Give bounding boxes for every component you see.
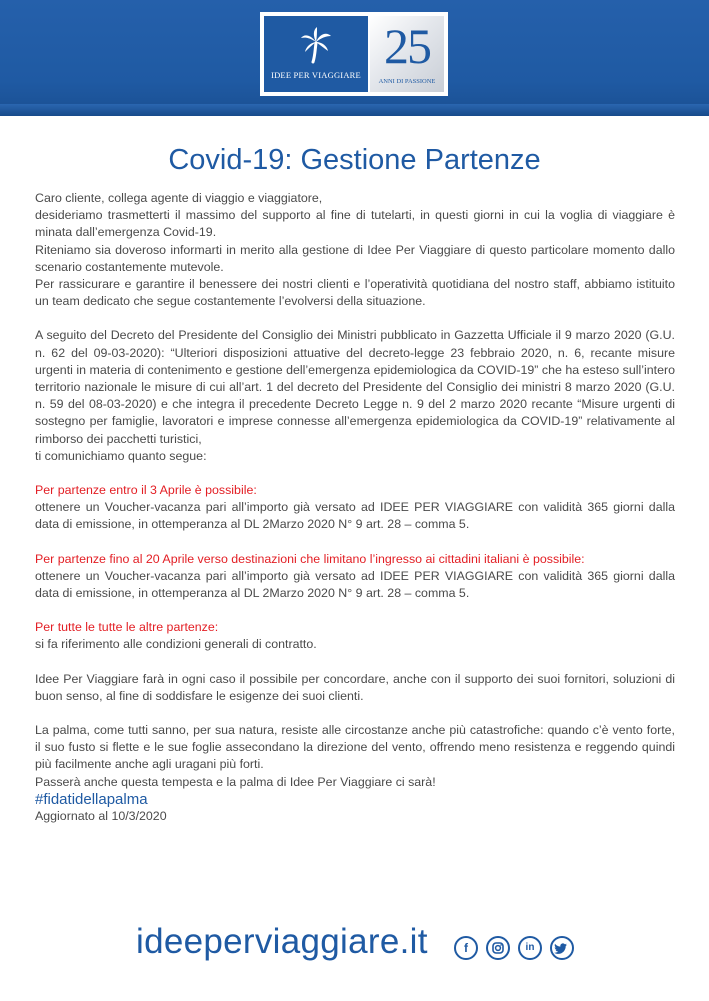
paragraph-spacer bbox=[35, 534, 675, 551]
linkedin-icon[interactable]: in bbox=[518, 936, 542, 960]
anniversary-badge bbox=[370, 16, 444, 92]
intro-paragraph: Per rassicurare e garantire il benessere dei nostri clienti e l’operatività quotidiana del nostro staff, abbiamo istituito un team dedicato che segue costantemente l’evolversi della situazione. bbox=[35, 277, 675, 309]
page-title: Covid-19: Gestione Partenze bbox=[168, 144, 541, 176]
palm-closing: Passerà anche questa tempesta e la palma di Idee Per Viaggiare ci sarà! bbox=[35, 774, 436, 789]
paragraph-spacer bbox=[35, 465, 675, 482]
hashtag[interactable]: #fidatidellapalma bbox=[35, 790, 148, 808]
anniversary-number: 25 bbox=[384, 18, 430, 74]
intro-paragraph: desideriamo trasmetterti il massimo del supporto al fine di tutelarti, in questi giorni in cui la voglia di viaggiare è minata dall’emergenza Covid-19. bbox=[35, 208, 675, 240]
instagram-glyph bbox=[488, 938, 508, 958]
website-link[interactable]: ideeperviaggiare.it bbox=[136, 922, 428, 961]
anniversary-text: ANNI DI PASSIONE bbox=[378, 78, 436, 85]
updated-date: Aggiornato al 10/3/2020 bbox=[35, 809, 167, 824]
commitment-paragraph: Idee Per Viaggiare farà in ogni caso il possibile per concordare, anche con il supporto dei suoi fornitori, soluzioni di buon senso, al fine di soddisfare le esigenze dei suoi clienti. bbox=[35, 671, 675, 703]
paragraph-spacer bbox=[35, 705, 675, 722]
paragraph-spacer bbox=[35, 654, 675, 671]
logo-brand-name: IDEE PER VIAGGIARE bbox=[271, 70, 361, 80]
twitter-icon[interactable] bbox=[550, 936, 574, 960]
palm-tree-icon bbox=[298, 26, 334, 64]
section-body: si fa riferimento alle condizioni generali di contratto. bbox=[35, 637, 317, 652]
logo-brand-panel bbox=[264, 16, 368, 92]
intro-paragraph: Riteniamo sia doveroso informarti in merito alla gestione di Idee Per Viaggiare di questo particolare momento dallo scenario costantemente mutevole. bbox=[35, 242, 675, 274]
decree-closing: ti comunichiamo quanto segue: bbox=[35, 448, 207, 463]
instagram-icon[interactable] bbox=[486, 936, 510, 960]
header-band bbox=[0, 0, 709, 116]
paragraph-spacer bbox=[35, 310, 675, 327]
palm-paragraph: La palma, come tutti sanno, per sua natura, resiste alle circostanze anche più catastrofiche: quando c’è vento forte, il suo fusto si flette e le sue foglie assecondano la direzione del vento, offrendo meno resistenza e reggendo quindi più facilmente anche agli uragani più forti. bbox=[35, 723, 675, 772]
document-body bbox=[35, 190, 675, 825]
section-body: ottenere un Voucher-vacanza pari all’importo già versato ad IDEE PER VIAGGIARE con validità 365 giorni dalla data di emissione, in ottemperanza al DL 2Marzo 2020 N° 9 art. 28 – comma 5. bbox=[35, 568, 675, 601]
section-heading: Per partenze entro il 3 Aprile è possibile: bbox=[35, 483, 257, 498]
twitter-bird-glyph bbox=[552, 938, 572, 958]
section-body: ottenere un Voucher-vacanza pari all’importo già versato ad IDEE PER VIAGGIARE con validità 365 giorni dalla data di emissione, in ottemperanza al DL 2Marzo 2020 N° 9 art. 28 – comma 5. bbox=[35, 500, 675, 532]
facebook-icon[interactable]: f bbox=[454, 936, 478, 960]
greeting: Caro cliente, collega agente di viaggio e viaggiatore, bbox=[35, 191, 323, 205]
section-heading: Per tutte le tutte le altre partenze: bbox=[35, 620, 219, 635]
header-bottom-strip bbox=[0, 104, 709, 116]
brand-logo[interactable] bbox=[260, 12, 448, 96]
paragraph-spacer bbox=[35, 602, 675, 619]
decree-paragraph: A seguito del Decreto del Presidente del Consiglio dei Ministri pubblicato in Gazzetta Ufficiale il 9 marzo 2020 (G.U. n. 62 del 09-03-2020): “Ulteriori disposizioni attuative del decreto-legge 23 febbraio 2020, n. 6, recante misure urgenti in materia di contenimento e gestione dell’emergenza epidemiologica da COVID-19” che ha esteso sull’intero territorio nazionale le misure di cui all’art. 1 del decreto del Presidente del Consiglio dei ministri 8 marzo 2020 (G.U. n. 59 del 08-03-2020) e che integra il precedente Decreto Legge n. 9 del 2 marzo 2020 recante “Misure urgenti di sostegno per famiglie, lavoratori e imprese connesse all’emergenza epidemiologica da COVID-19” relativamente al rimborso dei pacchetti turistici, bbox=[35, 328, 675, 446]
section-heading: Per partenze fino al 20 Aprile verso destinazioni che limitano l’ingresso ai cittadini italiani è possibile: bbox=[35, 551, 585, 566]
